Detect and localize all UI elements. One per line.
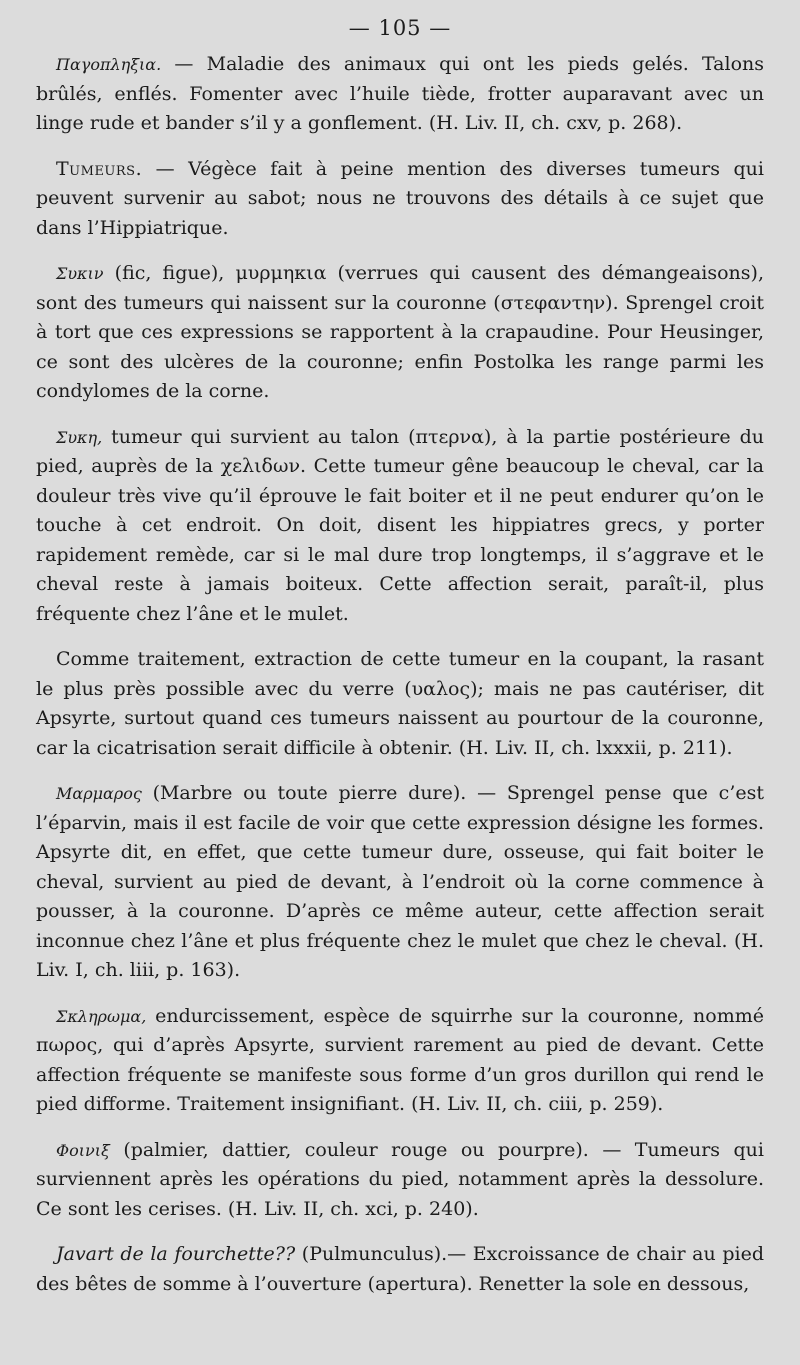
paragraph-text: — Végèce fait à peine mention des diverses tumeurs qui peuvent survenir au sabot; nous ne trouvons des détails à ce sujet que dans l’Hippiatrique. — [36, 157, 764, 239]
paragraph-phoinix — [36, 1136, 764, 1225]
paragraph-lead: Javart de la fourchette?? — [56, 1243, 296, 1265]
paragraph-lead: Σκληρωμα, — [56, 1006, 147, 1026]
paragraph-lead: Μαρμαρος — [56, 784, 142, 803]
paragraph-text: (Pulmunculus).— Excroissance de chair au pied des bêtes de somme à l’ouverture (apertura). Renetter la sole en dessous, — [36, 1243, 764, 1295]
paragraph-marmaros — [36, 779, 764, 986]
paragraph-javart — [36, 1240, 764, 1299]
paragraph-lead: Παγοπληξια. — [56, 55, 162, 74]
page-number: — 105 — — [348, 16, 452, 40]
paragraph-lead: Συκιν — [56, 264, 104, 283]
paragraph-sykin — [36, 259, 764, 407]
paragraph-syke — [36, 423, 764, 630]
paragraph-lead: Συκη, — [56, 427, 103, 447]
paragraph-text: (palmier, dattier, couleur rouge ou pourpre). — Tumeurs qui surviennent après les opérations du pied, notamment après la dessolure. Ce sont les cerises. (H. Liv. II, ch. xci, p. 240). — [36, 1138, 764, 1220]
paragraph-traitement — [36, 645, 764, 763]
paragraph-pagoplexia — [36, 50, 764, 139]
paragraph-lead: Tumeurs. — [56, 157, 143, 180]
paragraph-text: tumeur qui survient au talon (πτερνα), à la partie postérieure du pied, auprès de la χελιδων. Cette tumeur gêne beaucoup le cheval, car la douleur très vive qu’il éprouve le fait boiter et il ne peut endurer qu’on le touche à cet endroit. On doit, disent les hippiatres grecs, y porter rapidement remède, car si le mal dure trop longtemps, il s’aggrave et le cheval reste à jamais boiteux. Cette affection serait, paraît-il, plus fréquente chez l’âne et le mulet. — [36, 425, 764, 625]
paragraph-text: (Marbre ou toute pierre dure). — Sprengel pense que c’est l’éparvin, mais il est facile de voir que cette expression désigne les formes. Apsyrte dit, en effet, que cette tumeur dure, osseuse, qui fait boiter le cheval, survient au pied de devant, à l’endroit où la corne commence à pousser, à la couronne. D’après ce même auteur, cette affection serait inconnue chez l’âne et plus fréquente chez le mulet que chez le cheval. (H. Liv. I, ch. liii, p. 163). — [36, 782, 764, 981]
paragraph-text: (fic, figue), μυρμηκια (verrues qui causent des démangeaisons), sont des tumeurs qui naissent sur la couronne (στεφαντην). Sprengel croit à tort que ces expressions se rapportent à la crapaudine. Pour Heusinger, ce sont des ulcères de la couronne; enfin Postolka les range parmi les condylomes de la corne. — [36, 262, 764, 402]
paragraph-skleroma — [36, 1002, 764, 1120]
paragraph-text: — Maladie des animaux qui ont les pieds gelés. Talons brûlés, enflés. Fomenter avec l’huile tiède, frotter auparavant avec un linge rude et bander s’il y a gonflement. (H. Liv. II, ch. cxv, p. 268). — [36, 53, 764, 134]
paragraph-text: Comme traitement, extraction de cette tumeur en la coupant, la rasant le plus près possible avec du verre (υαλος); mais ne pas cautériser, dit Apsyrte, surtout quand ces tumeurs naissent au pourtour de la couronne, car la cicatrisation serait difficile à obtenir. (H. Liv. II, ch. lxxxii, p. 211). — [36, 648, 764, 759]
paragraph-text: endurcissement, espèce de squirrhe sur la couronne, nommé πωρος, qui d’après Apsyrte, survient rarement au pied de devant. Cette affection fréquente se manifeste sous forme d’un gros durillon qui rend le pied difforme. Traitement insignifiant. (H. Liv. II, ch. ciii, p. 259). — [36, 1004, 764, 1115]
paragraph-tumeurs — [36, 155, 764, 244]
paragraph-lead: Φοινιξ — [56, 1140, 110, 1160]
